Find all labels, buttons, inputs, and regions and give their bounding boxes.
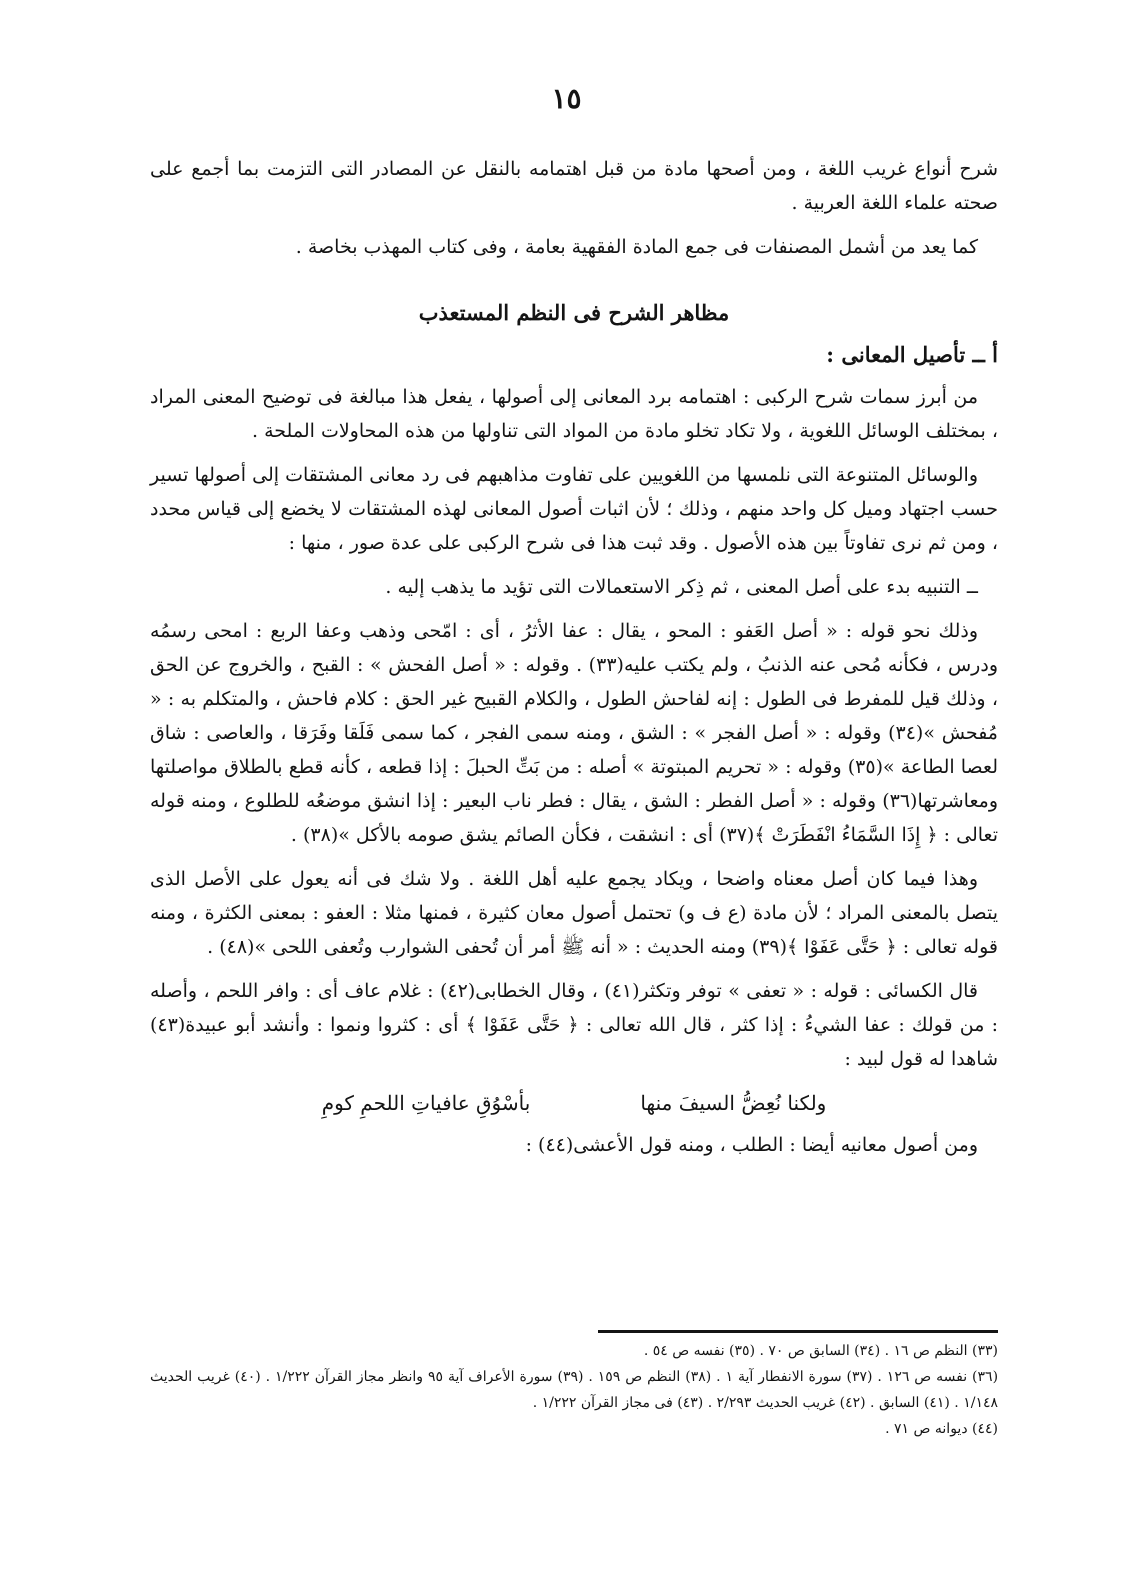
paragraph: من أبرز سمات شرح الركبى : اهتمامه برد المعانى إلى أصولها ، يفعل هذا مبالغة فى توضيح المعنى المراد ، بمختلف الوسائل اللغوية ، ولا تكاد تخلو مادة من المواد التى تناولها من هذه المحاولات الملحة . bbox=[150, 386, 998, 442]
page-number: ١٥ bbox=[551, 82, 582, 115]
footnote-line: (٣٦) نفسه ص ١٢٦ . (٣٧) سورة الانفطار آية ١ . (٣٨) النظم ص ١٥٩ . (٣٩) سورة الأعراف آية ٩٥ وانظر مجاز القرآن ١/٢٢٢ . (٤٠) غريب الحديث ١/١٤٨ . (٤١) السابق . (٤٢) غريب الحديث ٢/٢٩٣ . (٤٣) فى مجاز القرآن ١/٢٢٢ . bbox=[150, 1369, 999, 1411]
paragraph: قال الكسائى : قوله : « تعفى » توفر وتكثر(٤١) ، وقال الخطابى(٤٢) : غلام عاف أى : وافر اللحم ، وأصله : من قولك : عفا الشيءُ : إذا كثر ، قال الله تعالى : ﴿ حَتَّى عَفَوْا ﴾ أى : كثروا ونموا : وأنشد أبو عبيدة(٤٣) شاهدا له قول لبيد : bbox=[150, 980, 998, 1070]
paragraph: وذلك نحو قوله : « أصل العَفو : المحو ، يقال : عفا الأثرُ ، أى : امّحى وذهب وعفا الربع : امحى رسمُه ودرس ، فكأنه مُحى عنه الذنبُ ، ولم يكتب عليه(٣٣) . وقوله : « أصل الفحش » : القبح ، والخروج عن الحق ، وذلك قيل للمفرط فى الطول : إنه لفاحش الطول ، والكلام القبيح غير الحق : كلام فاحش ، والمتكلم به : « مُفحش »(٣٤) وقوله : « أصل الفجر » : الشق ، ومنه سمى الفجر ، كما سمى فَلَقا وفَرَقا ، والعاصى : شاق لعصا الطاعة »(٣٥) وقوله : « تحريم المبتوتة » أصله : من بَتِّ الحبلَ : إذا قطعه ، كأنه قطع بالطلاق مواصلتها ومعاشرتها(٣٦) وقوله : « أصل الفطر : الشق ، يقال : فطر ناب البعير : إذا انشق موضعُه للطلوع ، ومنه قوله تعالى : ﴿ إِذَا السَّمَاءُ انْفَطَرَتْ ﴾(٣٧) أى : انشقت ، فكأن الصائم يشق صومه بالأكل »(٣٨) . bbox=[150, 620, 998, 846]
footnotes bbox=[150, 1338, 998, 1442]
paragraph: شرح أنواع غريب اللغة ، ومن أصحها مادة من قبل اهتمامه بالنقل عن المصادر التى التزمت بما أجمع على صحته علماء اللغة العربية . bbox=[150, 158, 998, 214]
section-title: مظاهر الشرح فى النظم المستعذب bbox=[418, 300, 730, 325]
paragraph: كما يعد من أشمل المصنفات فى جمع المادة الفقهية بعامة ، وفى كتاب المهذب بخاصة . bbox=[295, 236, 978, 258]
poetry-verse bbox=[150, 1086, 998, 1120]
footnote-divider bbox=[598, 1330, 998, 1333]
subheading: أ ــ تأصيل المعانى : bbox=[826, 342, 998, 367]
main-text bbox=[150, 152, 998, 1172]
footnote-line: (٤٤) ديوانه ص ٧١ . bbox=[885, 1421, 998, 1437]
verse-first-hemistich: ولكنا نُعِضُّ السيفَ منها bbox=[640, 1091, 827, 1115]
paragraph: وهذا فيما كان أصل معناه واضحا ، ويكاد يجمع عليه أهل اللغة . ولا شك فى أنه يعول على الأصل الذى يتصل بالمعنى المراد ؛ لأن مادة (ع ف و) تحتمل أصول معان كثيرة ، فمنها مثلا : العفو : بمعنى الكثرة ، ومنه قوله تعالى : ﴿ حَتَّى عَفَوْا ﴾(٣٩) ومنه الحديث : « أنه ﷺ أمر أن تُحفى الشوارب وتُعفى اللحى »(٤٨) . bbox=[150, 868, 998, 958]
paragraph: والوسائل المتنوعة التى نلمسها من اللغويين على تفاوت مذاهبهم فى رد معانى المشتقات إلى أصولها تسير حسب اجتهاد وميل كل واحد منهم ، وذلك ؛ لأن اثبات أصول المعانى لهذه المشتقات لا يخضع إلى قياس محدد ، ومن ثم نرى تفاوتاً بين هذه الأصول . وقد ثبت هذا فى شرح الركبى على عدة صور ، منها : bbox=[150, 464, 998, 554]
paragraph: ومن أصول معانيه أيضا : الطلب ، ومنه قول الأعشى(٤٤) : bbox=[525, 1134, 978, 1156]
footnote-line: (٣٣) النظم ص ١٦ . (٣٤) السابق ص ٧٠ . (٣٥) نفسه ص ٥٤ . bbox=[643, 1343, 998, 1359]
paragraph: ــ التنبيه بدء على أصل المعنى ، ثم ذِكر الاستعمالات التى تؤيد ما يذهب إليه . bbox=[385, 576, 978, 598]
verse-second-hemistich: بأسْوُقِ عافياتِ اللحمِ كومِ bbox=[321, 1091, 531, 1115]
